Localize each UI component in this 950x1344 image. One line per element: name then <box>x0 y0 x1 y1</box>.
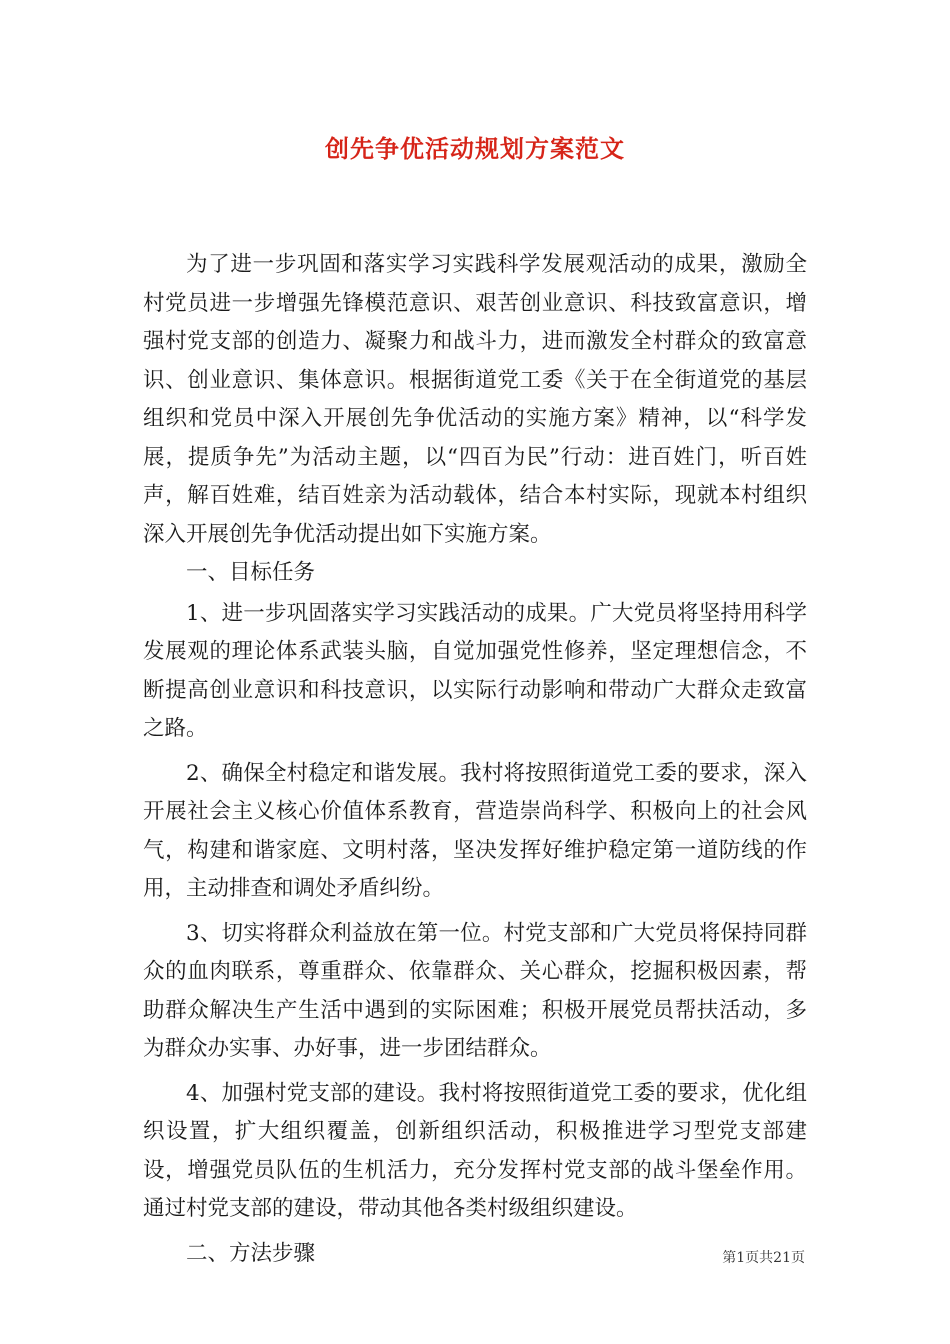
goal-item-3: 3、切实将群众利益放在第一位。村党支部和广大党员将保持同群众的血肉联系，尊重群众、依靠群众、关心群众，挖掘积极因素，帮助群众解决生产生活中遇到的实际困难；积极开展党员帮扶活动，多为群众办实事、办好事，进一步团结群众。 <box>143 920 807 1061</box>
goal-item-1: 1、进一步巩固落实学习实践活动的成果。广大党员将坚持用科学发展观的理论体系武装头脑，自觉加强党性修养，坚定理想信念，不断提高创业意识和科技意识，以实际行动影响和带动广大群众走致富之路。 <box>143 600 807 741</box>
intro-paragraph: 为了进一步巩固和落实学习实践科学发展观活动的成果，激励全村党员进一步增强先锋模范意识、艰苦创业意识、科技致富意识，增强村党支部的创造力、凝聚力和战斗力，进而激发全村群众的致富意识、创业意识、集体意识。根据街道党工委《关于在全街道党的基层组织和党员中深入开展创先争优活动的实施方案》精神，以“科学发展，提质争先”为活动主题，以“四百为民”行动：进百姓门，听百姓声，解百姓难，结百姓亲为活动载体，结合本村实际，现就本村组织深入开展创先争优活动提出如下实施方案。 <box>143 252 807 547</box>
section-heading-methods: 二、方法步骤 <box>186 1240 316 1266</box>
section-heading-goals: 一、目标任务 <box>186 560 316 585</box>
goal-item-2: 2、确保全村稳定和谐发展。我村将按照街道党工委的要求，深入开展社会主义核心价值体系教育，营造崇尚科学、积极向上的社会风气，构建和谐家庭、文明村落，坚决发挥好维护稳定第一道防线的作用，主动排查和调处矛盾纠纷。 <box>143 760 807 901</box>
document-title: 创先争优活动规划方案范文 <box>325 134 625 163</box>
page-number: 第1页共21页 <box>722 1250 805 1266</box>
goal-item-4: 4、加强村党支部的建设。我村将按照街道党工委的要求，优化组织设置，扩大组织覆盖，创新组织活动，积极推进学习型党支部建设，增强党员队伍的生机活力，充分发挥村党支部的战斗堡垒作用。通过村党支部的建设，带动其他各类村级组织建设。 <box>143 1080 807 1221</box>
document-body <box>143 246 807 1273</box>
